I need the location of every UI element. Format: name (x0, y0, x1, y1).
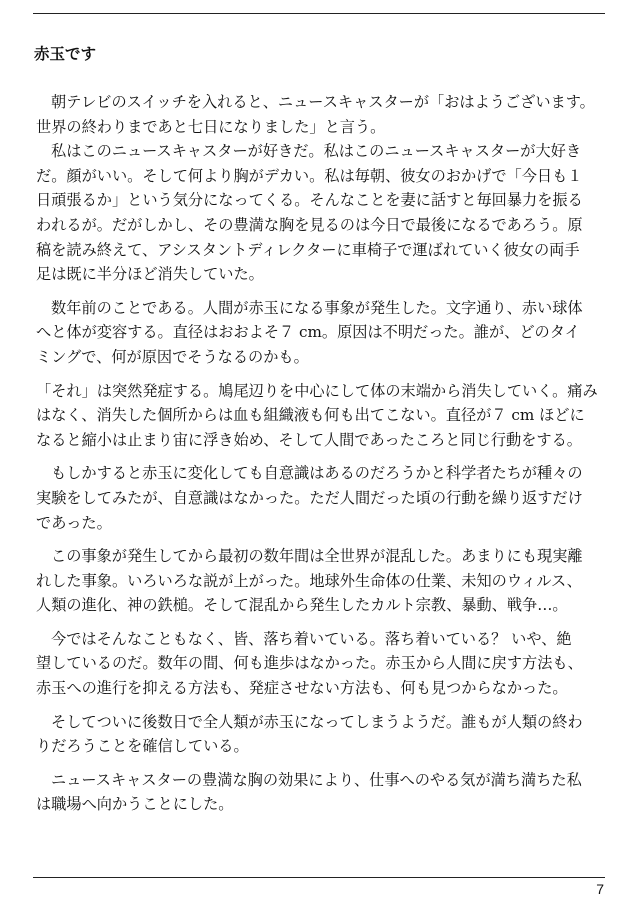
paragraph (36, 139, 604, 287)
text-line: 望しているのだ。数年の間、何も進歩はなかった。赤玉から人間に戻す方法も、 (36, 654, 583, 673)
text-line: 私はこのニュースキャスターが好きだ。私はこのニュースキャスターが大好き (51, 142, 582, 161)
text-line: 世界の終わりまであと七日になりました」と言う。 (36, 117, 386, 136)
body-text (36, 90, 604, 826)
text-line: へと体が変容する。直径はおおよそ７ cm。原因は不明だった。誰が、どのタイ (36, 323, 580, 342)
paragraph (36, 768, 604, 817)
header-rule (33, 13, 605, 14)
text-line: 実験をしてみたが、自意識はなかった。ただ人間だった頃の行動を繰り返すだけ (36, 488, 583, 507)
paragraph (36, 710, 604, 759)
text-line: 日頑張るか」という気分になってくる。そんなことを妻に話すと毎回暴力を振る (36, 191, 583, 210)
text-line: 足は既に半分ほど消失していた。 (36, 265, 264, 284)
paragraph (36, 627, 604, 701)
text-line: ミングで、何が原因でそうなるのかも。 (36, 347, 309, 366)
text-line: われるが。だがしかし、その豊満な胸を見るのは今日で最後になるであろう。原 (36, 215, 583, 234)
text-line: 人類の進化、神の鉄槌。そして混乱から発生したカルト宗教、暴動、戦争…。 (36, 596, 568, 615)
text-line: 赤玉への進行を抑える方法も、発症させない方法も、何も見つからなかった。 (36, 679, 568, 698)
paragraph (36, 461, 604, 535)
paragraph (36, 296, 604, 370)
text-line: 稿を読み終えて、アシスタントディレクターに車椅子で運ばれていく彼女の両手 (36, 240, 580, 259)
text-line: だ。顔がいい。そして何より胸がデカい。私は毎朝、彼女のおかげで「今日も１ (36, 166, 583, 185)
text-line: れした事象。いろいろな説が上がった。地球外生命体の仕業、未知のウィルス、 (36, 571, 582, 590)
text-line: 朝テレビのスイッチを入れると、ニュースキャスターが「おはようございます。 (51, 93, 595, 111)
text-line: この事象が発生してから最初の数年間は全世界が混乱した。あまりにも現実離 (51, 547, 583, 566)
text-line: りだろうことを確信している。 (36, 737, 249, 756)
text-line: なると縮小は止まり宙に浮き始め、そして人間であったころと同じ行動をする。 (36, 430, 582, 449)
paragraph (36, 379, 604, 453)
text-line: そしてついに後数日で全人類が赤玉になってしまうようだ。誰もが人類の終わ (51, 712, 583, 731)
text-line: 「それ」は突然発症する。鳩尾辺りを中心にして体の末端から消失していく。痛み (36, 381, 598, 400)
paragraph (36, 90, 604, 139)
paragraph (36, 544, 604, 618)
footer-rule (33, 877, 605, 878)
text-line: 今ではそんなこともなく、皆、落ち着いている。落ち着いている？ いや、絶 (51, 629, 572, 648)
text-line: は職場へ向かうことにした。 (36, 795, 234, 814)
text-line: 数年前のことである。人間が赤玉になる事象が発生した。文字通り、赤い球体 (51, 298, 583, 317)
text-line: ニュースキャスターの豊満な胸の効果により、仕事へのやる気が満ち満ちた私 (51, 770, 582, 789)
chapter-title: 赤玉です (34, 44, 97, 63)
page-number: 7 (596, 881, 604, 897)
text-line: であった。 (36, 513, 112, 532)
text-line: もしかすると赤玉に変化しても自意識はあるのだろうかと科学者たちが種々の (51, 464, 583, 483)
text-line: はなく、消失した個所からは血も組織液も何も出てこない。直径が７ cm ほどに (36, 406, 585, 425)
